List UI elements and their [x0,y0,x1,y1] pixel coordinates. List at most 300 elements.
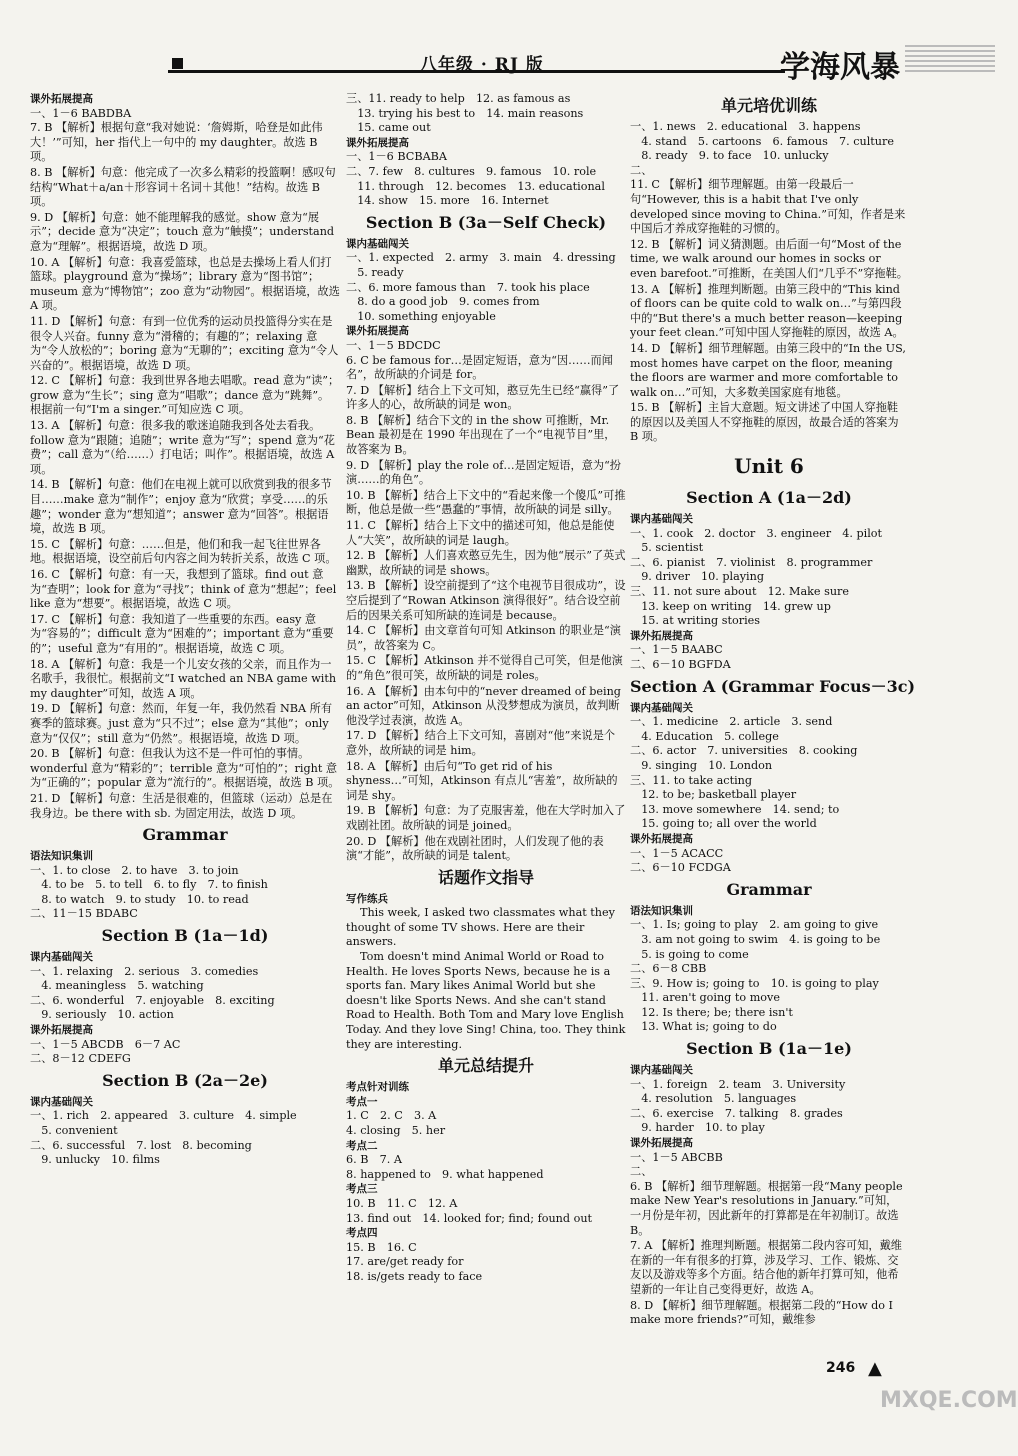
answer-line [346,1109,626,1124]
text: 20. D 【解析】他在戏剧社团时，人们发现了他的表演“才能”，故所缺的词是 talent。 [346,834,604,863]
section-title [346,212,626,234]
text: 19. B 【解析】句意：为了克服害羞，他在大学时加入了戏剧社团。故所缺的词是 joined。 [346,804,626,832]
text: Unit 6 [734,454,804,479]
section-title [30,824,340,846]
answer-explanation [30,568,340,612]
section-heading [346,892,626,907]
text: 6. C be famous for…是固定短语，意为“因……而闻名”，故所缺的介词是 for。 [346,353,613,382]
text: 课内基础闯关 [346,237,409,250]
answer-line [630,759,908,774]
text: Tom doesn't mind Animal World or Road to Health. He loves Sports News, because he is a sports fan. Mary likes Animal World but she doesn't like Sports News. And she can't stand Road to Health. Both Tom and Mary love English Today. And they love Sing! China, too. They think they are interesting. [346,950,626,1051]
text: 一、1. expected 2. army 3. main 4. dressing [346,251,616,265]
answer-explanation [346,804,626,833]
text: 3. am not going to swim 4. is going to be [630,932,881,946]
text: 单元总结提升 [437,1056,534,1076]
answer-line [630,1092,908,1107]
answer-explanation [30,374,340,418]
answer-line [630,120,908,135]
answer-line [630,803,908,818]
text: 二、6. more famous than 7. took his place [346,280,590,294]
answer-explanation [30,256,340,314]
text: 二、11－15 BDABC [30,907,138,921]
text: 4. resolution 5. languages [630,1092,797,1106]
answer-explanation [30,658,340,702]
text: 考点针对训练 [346,1081,409,1094]
answer-explanation [630,1180,908,1238]
text: 一、1－6 BABDBA [30,106,132,120]
text: 课内基础闯关 [30,951,93,964]
answer-line [630,600,908,615]
answer-line [630,1151,908,1166]
text: 7. D 【解析】结合上下文可知，憨豆先生已经“赢得”了许多人的心，故所缺的词是 won。 [346,383,620,412]
section-heading [630,1136,908,1151]
text: 二、6－10 FCDGA [630,861,731,875]
answer-line [30,864,340,879]
text: 8. to watch 9. to study 10. to read [30,892,249,906]
text: 17. C 【解析】句意：我知道了一些重要的东西。easy 意为“容易的”；difficult 意为“困难的”；important 意为“重要的”；useful 意为“有用的”。根据语境，故选 C 项。 [30,612,334,655]
text: 14. D 【解析】细节理解题。由第三段中的“In the US, most homes have carpet on the floor, meaning the floors are warmer and more comfortable to walk on…”可知，大多数美国家庭有地毯。 [630,341,906,399]
brand-logo: 学海风暴 [780,50,900,85]
answer-explanation [346,549,626,578]
text: 11. C 【解析】细节理解题。由第一段最后一句“However, this is a habit that I've only developed since moving to China.”可知，作者是来中国后才养成穿拖鞋的习惯的。 [630,178,906,236]
text: 三、11. not sure about 12. Make sure [630,585,849,599]
answer-line [630,962,908,977]
text: 12. to be; basketball player [630,788,797,802]
answer-line [30,994,340,1009]
text: 二、7. few 8. cultures 9. famous 10. role [346,164,597,178]
text: 8. B 【解析】结合下文的 in the show 可推断，Mr. Bean 最初是在 1990 年出现在了一个“电视节目”里，故答案为 B。 [346,413,616,457]
section-heading [30,849,340,864]
text: 9. unlucky 10. films [30,1153,160,1167]
answer-explanation [30,792,340,821]
section-title [630,676,916,698]
section-heading [630,1063,908,1078]
answer-line [630,861,908,876]
text: 12. B 【解析】人们喜欢憨豆先生，因为他“展示”了英式幽默，故所缺的词是 shows。 [346,549,626,577]
text: 课外拓展提高 [630,1137,693,1150]
unit-title [630,451,908,481]
text: 10. A 【解析】句意：我喜爱篮球，也总是去操场上看人们打篮球。playground 意为“操场”；library 意为“图书馆”；museum 意为“博物馆”；zoo 意为“动物园”。根据语境，故选 A 项。 [30,255,340,313]
text: 16. A 【解析】由本句中的“never dreamed of being an actor”可知，Atkinson 从没梦想成为演员，故判断他没学过表演，故选 A。 [346,684,621,727]
text: 7. A 【解析】推理判断题。根据第二段内容可知，戴维在新的一年有很多的打算，涉及学习、工作、锻炼、交友以及游戏等多个方面。结合他的新年打算可知，他希望新的一年让自己变得更好，故选 A。 [630,1239,902,1296]
answer-explanation [346,760,626,804]
text: 课外拓展提高 [346,325,409,338]
answer-line [346,1197,626,1212]
text: 18. A 【解析】句意：我是一个儿安女孩的父亲，而且作为一名歌手，我很忙。根据前文“I watched an NBA game with my daughter”可知，故选 A 项。 [30,657,337,700]
section-title [630,95,908,117]
section-heading [30,1095,340,1110]
text: 8. ready 9. to face 10. unlucky [630,149,829,163]
answer-line [630,527,908,542]
answer-line [630,164,908,179]
text: 课外拓展提高 [346,136,409,149]
text: 6. B 【解析】细节理解题。根据第一段“Many people make New Year's resolutions in January.”可知，一月份是年初，因此新年的打算都是在年初制订。故选 B。 [630,1179,903,1237]
text: 三、11. to take acting [630,773,753,787]
text: Section B (1a－1d) [101,926,269,946]
answer-line [630,933,908,948]
text: 语法知识集训 [30,850,93,863]
text: 15. at writing stories [630,614,761,628]
text: 9. driver 10. playing [630,570,765,584]
text: 考点三 [346,1183,378,1196]
text: 5. ready [346,265,404,279]
text: 13. B 【解析】设空前提到了“这个电视节目很成功”，设空后提到了“Rowan Atkinson 演得很好”。结合设空前后的因果关系可知所缺的连词是 because。 [346,579,626,622]
text: 课内基础闯关 [630,701,693,714]
text: 6. B 7. A [346,1153,402,1167]
answer-line [630,991,908,1006]
text: 考点二 [346,1139,378,1152]
section-title [30,925,340,947]
answer-line [630,817,908,832]
text: 13. keep on writing 14. grew up [630,599,831,613]
text: 13. trying his best to 14. main reasons [346,106,584,120]
answer-line [346,251,626,266]
text: 13. A 【解析】推理判断题。由第三段中的“This kind of floors can be quite cold to walk on…”与第四段中的“But there's a much better reason—keeping your feet clean.”可知中国人穿拖鞋的原因，故选 A。 [630,282,904,340]
answer-line [30,1008,340,1023]
answer-line [30,107,340,122]
page-number: 246 [826,1360,856,1376]
text: 13. A 【解析】句意：很多我的歌迷追随我到各处去看我。follow 意为“跟随；追随”；write 意为“写”；spend 意为“花费”；call 意为“（给……）打电话；叫作”。根据语境，故选 A 项。 [30,419,335,476]
text: 12. C 【解析】句意：我到世界各地去唱歌。read 意为“读”；grow 意为“生长”；sing 意为“唱歌”；dance 意为“跳舞”。根据前一句“I'm a singer.”可知应选 C 项。 [30,374,340,417]
text: 考点四 [346,1227,378,1240]
answer-line [346,339,626,354]
text: 三、11. ready to help 12. as famous as [346,92,571,105]
text: 10. something enjoyable [346,309,496,323]
text: Section B (3a－Self Check) [365,212,607,232]
answer-line [630,149,908,164]
text: Grammar [142,825,228,845]
text: 二、 [630,1165,653,1179]
answer-explanation [630,342,908,400]
text: 14. show 15. more 16. Internet [346,194,549,208]
answer-line [630,730,908,745]
text: 课内基础闯关 [30,1095,93,1108]
section-heading [346,1080,626,1095]
answer-explanation [630,178,908,236]
section-heading [30,950,340,965]
text: 17. are/get ready for [346,1255,464,1269]
text: 4. stand 5. cartoons 6. famous 7. culture [630,134,894,148]
answer-explanation [346,654,626,683]
text: 17. D 【解析】结合上下文可知，喜剧对“他”来说是个意外，故所缺的词是 him。 [346,729,616,757]
answer-line [630,643,908,658]
text: 14. C 【解析】由文章首句可知 Atkinson 的职业是“演员”，故答案为 C。 [346,624,621,652]
text: 18. A 【解析】由后句“To get rid of his shyness…”可知，Atkinson 有点儿“害羞”，故所缺的词是 shy。 [346,759,618,802]
answer-line [630,541,908,556]
watermark: MXQE.COM [880,1388,1018,1413]
answer-line [346,1124,626,1139]
section-title [630,1038,908,1060]
text: 二、6. successful 7. lost 8. becoming [30,1138,252,1152]
answer-line [630,1121,908,1136]
answer-line [30,878,340,893]
answer-column-3 [630,92,916,1329]
answer-line [346,165,626,180]
answer-line [630,918,908,933]
section-heading [346,1095,626,1110]
answer-explanation [346,384,626,413]
text: 15. going to; all over the world [630,817,817,831]
section-heading [346,136,626,151]
answer-explanation [30,419,340,477]
answer-explanation [346,624,626,653]
text: 一、1－5 ACACC [630,846,724,860]
text: 一、1. Is; going to play 2. am going to give [630,918,879,932]
text: 9. D 【解析】句意：她不能理解我的感觉。show 意为“展示”；decide 意为“决定”；touch 意为“触摸”；understand 意为“理解”。根据语境，故选 D 项。 [30,210,335,253]
answer-line [630,1006,908,1021]
text: 15. C 【解析】Atkinson 并不觉得自己可笑，但是他演的“角色”很可笑，故所缺的词是 roles。 [346,654,623,682]
answer-line [346,107,626,122]
text: 13. What is; going to do [630,1020,777,1034]
text: 21. D 【解析】句意：生活是很难的，但篮球（运动）总是在我身边。be there with sb. 为固定用法，故选 D 项。 [30,791,333,820]
text: 4. Education 5. college [630,729,779,743]
text: 8. B 【解析】句意：他完成了一次多么精彩的投篮啊！感叹句结构“What＋a/an＋形容词＋名词＋其他！”结构。故选 B 项。 [30,165,336,209]
answer-explanation [346,519,626,548]
answer-explanation [630,238,908,282]
answer-explanation [30,121,340,165]
answer-line [30,965,340,980]
answer-explanation [30,478,340,536]
answer-explanation [30,538,340,567]
answer-line [630,614,908,629]
text: 15. B 16. C [346,1240,417,1254]
text: 课外拓展提高 [30,93,93,105]
answer-line [30,907,340,922]
answer-line [346,150,626,165]
answer-line [346,1153,626,1168]
answer-line [630,135,908,150]
section-heading [630,832,908,847]
text: 单元培优训练 [720,96,817,115]
text: 15. B 【解析】主旨大意题。短文讲述了中国人穿拖鞋的原因以及美国人不穿拖鞋的原因，故最合适的答案为 B 项。 [630,401,899,444]
answer-line [630,744,908,759]
text: 19. D 【解析】句意：然而，年复一年，我仍然看 NBA 所有赛季的篮球赛。just 意为“只不过”；else 意为“其他”；only 意为“仅仅”；still 意为“仍然”。根据语境，故选 D 项。 [30,702,333,745]
answer-explanation [630,401,908,445]
answer-line [630,948,908,963]
text: 15. C 【解析】句意：……但是，他们和我一起飞往世界各地。根据语境，设空前后句内容之间为转折关系，故选 C 项。 [30,537,337,566]
answer-explanation [346,579,626,623]
text: 13. find out 14. looked for; find; found out [346,1211,593,1225]
text: 4. closing 5. her [346,1124,446,1137]
text: 一、1. foreign 2. team 3. University [630,1077,846,1091]
answer-explanation [30,613,340,657]
text: 二、6－8 CBB [630,962,707,976]
brand-stripes [905,44,995,72]
answer-line [346,194,626,209]
section-title [30,1070,340,1092]
text: 11. aren't going to move [630,991,780,1005]
text: 一、1. to close 2. to have 3. to join [30,863,239,877]
text: 14. B 【解析】句意：他们在电视上就可以欣赏到我的很多节目……make 意为“制作”；enjoy 意为“欣赏；享受……的乐趣”；wonder 意为“想知道”；answer 意为“回答”。根据语境，故选 B 项。 [30,478,332,536]
text: 13. move somewhere 14. send; to [630,802,840,816]
answer-line [30,979,340,994]
answer-explanation [346,729,626,758]
answer-line [630,1020,908,1035]
text: 课外拓展提高 [630,832,693,845]
answer-column-1 [30,92,340,1168]
text: 5. convenient [30,1124,118,1137]
answer-explanation [30,315,340,373]
text: Section B (2a－2e) [102,1070,268,1090]
text: 考点一 [346,1095,378,1108]
answer-line [346,1212,626,1227]
answer-explanation [346,685,626,729]
answer-line [30,1124,340,1139]
section-heading [346,237,626,252]
text: 课外拓展提高 [630,629,693,642]
answer-line [630,715,908,730]
text: 7. B 【解析】根据句意“我对她说：‘詹姆斯，哈登是如此伟大！’”可知，her 指代上一句中的 my daughter。故选 B 项。 [30,121,323,164]
answer-explanation [346,835,626,864]
text: 二、6. actor 7. universities 8. cooking [630,744,858,758]
answer-line [630,658,908,673]
answer-line [630,1165,908,1180]
answer-explanation [346,414,626,458]
section-title [630,879,908,901]
text: 18. is/gets ready to face [346,1269,483,1283]
text: 4. to be 5. to tell 6. to fly 7. to finish [30,878,268,892]
text: 1. C 2. C 3. A [346,1109,437,1123]
text: 12. B 【解析】词义猜测题。由后面一句“Most of the time, we walk around our homes in socks or even barefoot.”可推断，在美国人们“几乎不”穿拖鞋。 [630,237,908,280]
text: 一、1. cook 2. doctor 3. engineer 4. pilot [630,526,883,540]
section-heading [630,512,908,527]
text: 课内基础闯关 [630,513,693,526]
text: 20. B 【解析】句意：但我认为这不是一件可怕的事情。wonderful 意为“精彩的”；terrible 意为“可怕的”；right 意为“正确的”；popular 意为“流行的”。根据语境，故选 B 项。 [30,747,340,790]
answer-column-2 [346,92,626,1285]
text: 二、6－10 BGFDA [630,658,731,671]
answer-line [630,847,908,862]
answer-line [346,281,626,296]
answer-line [630,556,908,571]
text: Section A (Grammar Focus－3c) [630,676,916,696]
answer-line [346,92,626,107]
text: 一、1－5 ABCBB [630,1150,723,1164]
answer-line [630,585,908,600]
answer-explanation [30,166,340,210]
text: 一、1. relaxing 2. serious 3. comedies [30,964,259,978]
section-title [630,487,908,509]
answer-line [30,1153,340,1168]
essay-paragraph [346,906,626,950]
answer-line [30,1139,340,1154]
answer-line [630,1078,908,1093]
text: Grammar [726,879,812,899]
answer-line [30,1109,340,1124]
section-heading [346,1139,626,1154]
text: 5. scientist [630,541,704,555]
text: This week, I asked two classmates what they thought of some TV shows. Here are their answers. [346,906,615,949]
triangle-icon: ▲ [868,1358,882,1379]
text: 9. seriously 10. action [30,1008,174,1022]
section-heading [30,92,340,107]
header-square-icon [172,58,183,69]
text: 一、1－6 BCBABA [346,150,447,164]
text: 9. D 【解析】play the role of…是固定短语，意为“扮演……的角色”。 [346,458,621,487]
answer-explanation [346,459,626,488]
answer-line [346,180,626,195]
answer-line [630,570,908,585]
text: 二、8－12 CDEFG [30,1052,131,1066]
text: 课外拓展提高 [30,1024,93,1037]
text: 16. C 【解析】句意：有一天，我想到了篮球。find out 意为“查明”；look for 意为“寻找”；think of 意为“想起”；feel like 意为“想要”。根据语境，故选 C 项。 [30,568,337,611]
text: 一、1. rich 2. appeared 3. culture 4. simple [30,1109,297,1123]
text: 15. came out [346,121,431,135]
text: 11. D 【解析】句意：有到一位优秀的运动员投篮得分实在是很令人兴奋。funny 意为“滑稽的；有趣的”；relaxing 意为“令人放松的”；boring 意为“无聊的”；exciting 意为“令人兴奋的”。根据语境，故选 D 项。 [30,314,339,372]
section-heading [346,324,626,339]
essay-paragraph [346,950,626,1052]
page-header [0,0,1000,100]
text: 二、6. exercise 7. talking 8. grades [630,1106,843,1120]
answer-line [346,121,626,136]
text: 4. meaningless 5. watching [30,979,204,993]
answer-line [30,1038,340,1053]
answer-line [346,295,626,310]
answer-explanation [630,1299,908,1328]
section-title [346,867,626,889]
answer-explanation [30,211,340,255]
section-heading [630,629,908,644]
text: 语法知识集训 [630,904,693,917]
answer-line [346,1168,626,1183]
text: 话题作文指导 [437,867,534,887]
answer-line [630,1107,908,1122]
text: 8. happened to 9. what happened [346,1167,544,1181]
answer-line [30,893,340,908]
text: 三、9. How is; going to 10. is going to play [630,976,879,990]
grade-title: 八年级 · RJ 版 [420,55,544,75]
text: 10. B 11. C 12. A [346,1196,458,1210]
text: 10. B 【解析】结合上下文中的“看起来像一个傻瓜”可推断，他总是做一些“愚蠢的”事情，故所缺的词是 silly。 [346,488,626,517]
answer-line [346,1270,626,1285]
answer-explanation [346,489,626,518]
text: 二、6. wonderful 7. enjoyable 8. exciting [30,993,275,1007]
text: 11. C 【解析】结合上下文中的描述可知，他总是能使人“大笑”，故所缺的词是 laugh。 [346,519,615,547]
answer-line [630,788,908,803]
text: 课内基础闯关 [630,1064,693,1077]
answer-explanation [30,747,340,791]
text: Section B (1a－1e) [686,1039,852,1059]
text: 一、1－5 BAABC [630,643,723,657]
answer-line [630,977,908,992]
text: 9. singing 10. London [630,758,773,772]
text: 一、1－5 BDCDC [346,338,441,352]
section-heading [30,1023,340,1038]
text: 写作练兵 [346,892,388,905]
section-heading [630,701,908,716]
answer-line [346,1241,626,1256]
answer-line [346,266,626,281]
answer-line [30,1052,340,1067]
answer-line [630,774,908,789]
text: Section A (1a－2d) [686,488,852,508]
section-heading [346,1182,626,1197]
answer-explanation [630,283,908,341]
text: 11. through 12. becomes 13. educational [346,179,605,193]
text: 9. harder 10. to play [630,1121,765,1135]
text: 一、1. medicine 2. article 3. send [630,715,833,729]
answer-line [346,1255,626,1270]
text: 二、 [630,163,653,177]
section-title [346,1055,626,1077]
text: 8. D 【解析】细节理解题。根据第二段的“How do I make more friends?”可知，戴维参 [630,1298,893,1327]
answer-explanation [30,702,340,746]
section-heading [346,1226,626,1241]
answer-explanation [630,1239,908,1297]
answer-line [346,310,626,325]
text: 一、1. news 2. educational 3. happens [630,120,861,133]
section-heading [630,904,908,919]
text: 一、1－5 ABCDB 6－7 AC [30,1037,181,1051]
